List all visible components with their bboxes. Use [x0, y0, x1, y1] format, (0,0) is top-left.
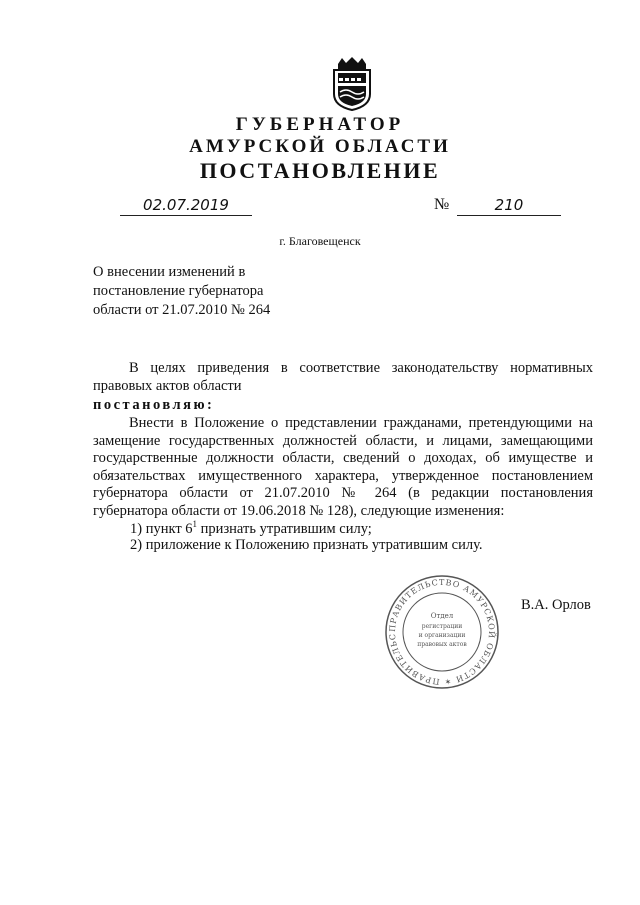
document-subject [93, 263, 323, 320]
decree-word: постановляю: [93, 397, 215, 413]
main-paragraph: Внести в Положение о представлении гражданами, претендующими на замещение государственных должностей области, и лицами, замещающими государственные должности области, сведений о доходах, об имуществе и обязательствах имущественного характера, утвержденное постановлением губернатора области от 21.07.2010 № 264 (в редакции постановления губернатора области от 19.06.2018 № 128), следующие изменения: [93, 415, 593, 519]
document-date: 02.07.2019 [120, 196, 252, 216]
svg-text:Отдел: Отдел [430, 612, 454, 620]
item1-superscript: 1 [192, 519, 198, 529]
svg-text:правовых актов: правовых актов [417, 641, 467, 648]
list-item [130, 519, 372, 538]
coat-of-arms-icon [328, 56, 376, 112]
svg-text:регистрации: регистрации [421, 623, 463, 630]
item1-suffix: признать утратившим силу; [197, 520, 372, 537]
svg-text:и организации: и организации [418, 632, 466, 639]
subject-line: области от 21.07.2010 № 264 [93, 302, 271, 318]
list-item: 2) приложение к Положению признать утратившим силу. [130, 537, 483, 553]
official-stamp [384, 574, 500, 690]
intro-paragraph: В целях приведения в соответствие законодательству нормативных правовых актов области [93, 360, 593, 394]
header-title-region: АМУРСКОЙ ОБЛАСТИ [189, 136, 451, 157]
document-number: 210 [457, 196, 561, 216]
number-label: № [434, 196, 450, 213]
subject-line: О внесении изменений в [93, 264, 246, 280]
document-type: ПОСТАНОВЛЕНИЕ [199, 158, 441, 183]
svg-text:ПРАВИТЕЛЬСТВО АМУРСКОЙ ОБЛАСТИ: ПРАВИТЕЛЬСТВО АМУРСКОЙ ОБЛАСТИ ✶ ПРАВИТЕЛЬС [387, 577, 497, 687]
subject-line: постановление губернатора [93, 283, 264, 299]
signer-name: В.А. Орлов [521, 597, 591, 613]
header-title-governor: ГУБЕРНАТОР [235, 114, 405, 135]
city-name: г. Благовещенск [279, 234, 361, 248]
item1-prefix: 1) пункт 6 [130, 520, 193, 537]
